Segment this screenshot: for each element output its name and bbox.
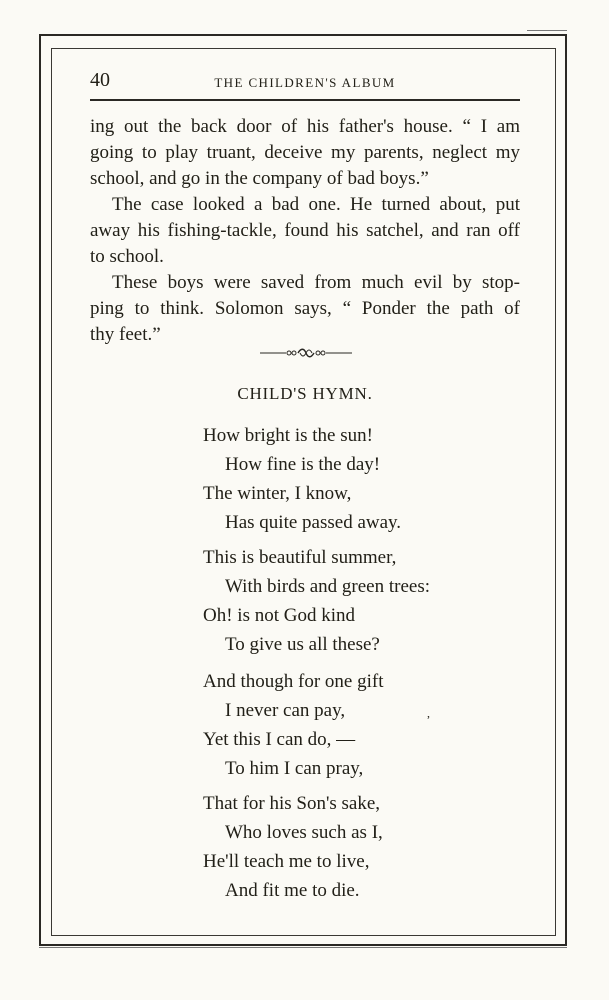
text-line: school, and go in the company of bad boys.” [90,168,429,189]
verse-line: Who loves such as I, [225,822,383,843]
page-number: 40 [90,69,110,91]
paragraph [90,270,520,348]
hymn-stanza [203,667,503,783]
verse-line: And fit me to die. [225,880,360,901]
verse-line: With birds and green trees: [225,576,431,597]
verse-line: Oh! is not God kind [203,605,355,626]
verse-line: I never can pay, [225,700,346,721]
verse-line: To give us all these? [225,634,380,655]
verse-line: The winter, I know, [203,483,352,504]
text-line: thy feet.” [90,324,161,345]
paragraph [90,114,520,192]
verse-line: How bright is the sun! [203,425,373,446]
verse-line: How fine is the day! [225,454,381,475]
text-line: The case looked a bad one. He turned about, put [112,194,520,215]
text-line: going to play truant, deceive my parents, neglect my [90,142,520,163]
text-line: These boys were saved from much evil by stop- [112,272,520,293]
text-line: away his fishing-tackle, found his satchel, and ran off [90,220,520,241]
hymn-stanza [203,543,503,659]
prose-body [90,114,520,348]
verse-line: He'll teach me to live, [203,851,370,872]
page-header [90,66,520,94]
border-tick-bottom [39,947,567,948]
verse-line: Yet this I can do, — [203,729,356,750]
text-line: to school. [90,246,164,267]
verse-line: This is beautiful summer, [203,547,397,568]
verse-line: To him I can pray, [225,758,364,779]
verse-line: That for his Son's sake, [203,793,381,814]
verse-line: Has quite passed away. [225,512,402,533]
hymn-stanza [203,421,503,537]
hymn-title: CHILD'S HYMN. [237,384,373,403]
stray-ink-mark: , [427,706,430,720]
hymn-stanza [203,789,503,905]
text-line: ing out the back door of his father's house. “ I am [90,116,520,137]
border-tick-top [527,30,567,31]
header-rule [90,99,520,101]
paragraph [90,192,520,270]
divider-ornament [260,346,352,360]
verse-line: And though for one gift [203,671,384,692]
running-title: THE CHILDREN'S ALBUM [214,75,396,90]
text-line: ping to think. Solomon says, “ Ponder the path of [90,298,520,319]
